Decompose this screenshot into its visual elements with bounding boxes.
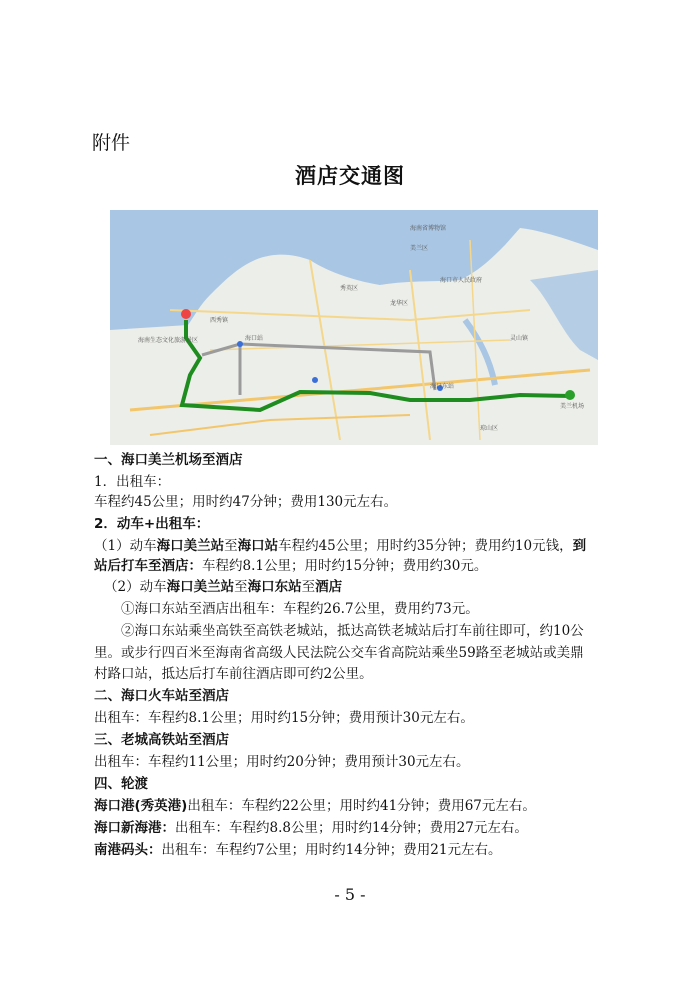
bold-segment: 到 (572, 538, 587, 554)
svg-text:秀英区: 秀英区 (340, 285, 359, 292)
airport-marker-icon (565, 390, 575, 400)
station-name: 海口美兰站 (166, 579, 235, 595)
option-2-item-2-line-1: ②海口东站乘坐高铁至高铁老城站，抵达高铁老城站后打车前往即可，约10公 (121, 623, 584, 639)
subheading-taxi: 1．出租车： (94, 474, 171, 490)
svg-text:美兰机场: 美兰机场 (560, 403, 585, 410)
text-segment: 车程约8.1公里；用时约15分钟；费用约30元。 (202, 558, 488, 574)
svg-text:海口站: 海口站 (245, 335, 264, 342)
ferry-item-1 (94, 796, 536, 816)
option-2-item-1: ①海口东站至酒店出租车：车程约26.7公里，费用约73元。 (121, 601, 479, 617)
railway-detail: 出租车：车程约8.1公里；用时约15分钟；费用预计30元左右。 (94, 710, 474, 726)
text-segment: 出租车：车程约7公里；用时约14分钟；费用21元左右。 (161, 842, 502, 858)
ferry-item-3 (94, 840, 501, 860)
text-segment: 出租车：车程约22公里；用时约41分钟；费用67元左右。 (187, 798, 536, 814)
station-name: 海口美兰站 (156, 538, 225, 554)
option-2-item-2-line-3: 村路口站，抵达后打车前往酒店即可约2公里。 (94, 666, 373, 682)
svg-text:海口东站: 海口东站 (430, 383, 455, 390)
option-1-line-2 (94, 556, 487, 576)
hotel-marker-icon (181, 309, 191, 319)
svg-text:海南生态文化旅游景区: 海南生态文化旅游景区 (138, 337, 199, 344)
svg-text:龙华区: 龙华区 (390, 300, 409, 307)
station-name: 海口东站 (247, 579, 302, 595)
page-title: 酒店交通图 (295, 164, 405, 188)
svg-text:琼山区: 琼山区 (480, 425, 499, 432)
text-segment: 至 (224, 538, 238, 554)
svg-text:海口市人民政府: 海口市人民政府 (440, 277, 483, 284)
section-heading-airport: 一、海口美兰机场至酒店 (94, 452, 243, 468)
svg-text:灵山镇: 灵山镇 (510, 335, 529, 342)
taxi-detail: 车程约45公里；用时约47分钟；费用130元左右。 (94, 494, 398, 510)
text-segment: 车程约45公里；用时约35分钟；费用约10元钱， (278, 538, 573, 554)
bold-segment: 酒店 (315, 579, 343, 595)
option-2-item-2-line-2: 里。或步行四百米至海南省高级人民法院公交车省高院站乘坐59路至老城站或美鼎 (94, 645, 584, 661)
ferry-item-2 (94, 818, 528, 838)
subheading-train-taxi: 2．动车+出租车： (94, 516, 210, 532)
option-2-heading (104, 577, 342, 597)
section-heading-highspeed: 三、老城高铁站至酒店 (94, 732, 229, 748)
section-heading-railway: 二、海口火车站至酒店 (94, 688, 229, 704)
attachment-label: 附件 (92, 132, 131, 154)
station-name: 海口站 (237, 538, 279, 554)
text-segment: （1）动车 (94, 538, 157, 554)
svg-text:美兰区: 美兰区 (410, 245, 429, 252)
text-segment: 至 (234, 579, 248, 595)
page-number: - 5 - (334, 885, 366, 904)
svg-text:海南省博物馆: 海南省博物馆 (410, 225, 447, 232)
svg-text:西秀镇: 西秀镇 (210, 317, 229, 324)
port-name: 海口港(秀英港) (94, 798, 188, 814)
bold-segment: 站后打车至酒店： (94, 558, 202, 574)
port-name: 南港码头： (94, 842, 162, 858)
highspeed-detail: 出租车：车程约11公里；用时约20分钟；费用预计30元左右。 (94, 754, 470, 770)
text-segment: 出租车：车程约8.8公里；用时约14分钟；费用27元左右。 (175, 820, 528, 836)
port-name: 海口新海港： (94, 820, 175, 836)
text-segment: （2）动车 (104, 579, 167, 595)
option-1-line-1 (94, 536, 586, 556)
route-map (110, 210, 598, 445)
text-segment: 至 (301, 579, 316, 595)
map-graphic (110, 210, 598, 445)
section-heading-ferry: 四、轮渡 (94, 776, 148, 792)
